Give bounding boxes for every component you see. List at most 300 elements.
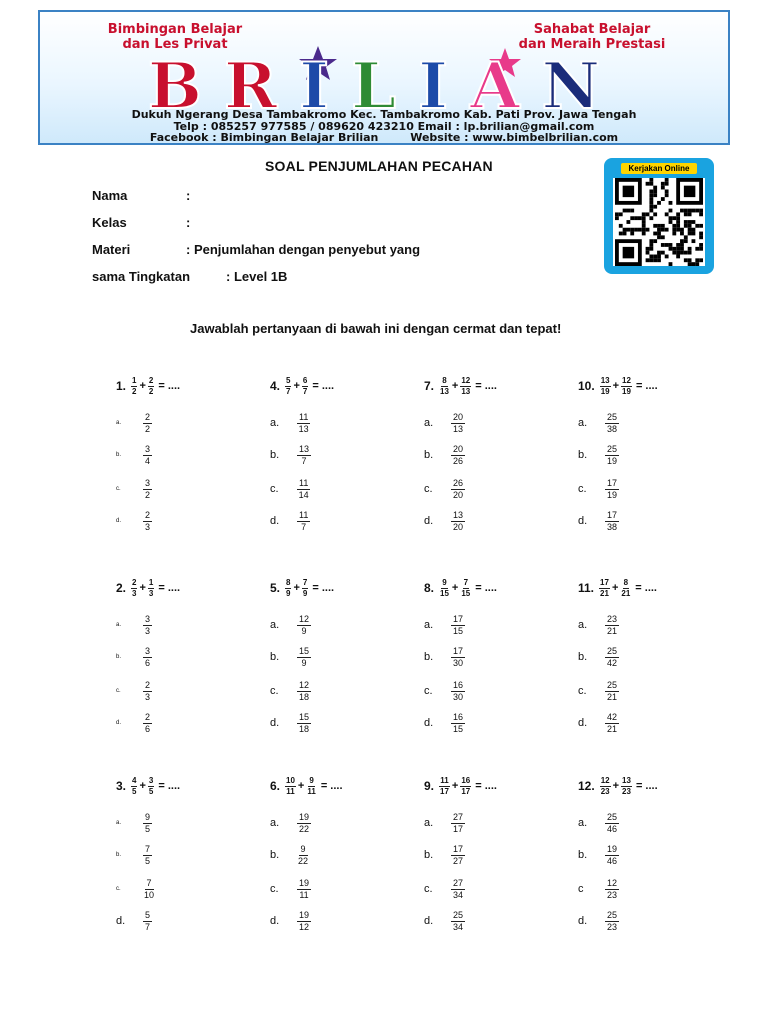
- answer-option[interactable]: [578, 676, 620, 706]
- tagline-left-line1: Bimbingan Belajar: [107, 22, 243, 37]
- option-letter: a.: [270, 619, 280, 631]
- denominator: 7: [302, 386, 308, 396]
- option-letter: d.: [424, 717, 434, 729]
- social-line: [40, 131, 728, 144]
- numerator: 13: [622, 775, 631, 785]
- numerator: 3: [145, 443, 151, 454]
- option-fraction: [143, 444, 152, 467]
- answer-option[interactable]: [578, 808, 620, 838]
- page-title: SOAL PENJUMLAHAN PECAHAN: [265, 158, 493, 174]
- denominator: 20: [453, 489, 464, 500]
- option-fraction: [297, 680, 311, 703]
- option-fraction: [297, 478, 310, 501]
- numerator: 20: [453, 443, 464, 454]
- numerator: 12: [299, 613, 310, 624]
- answer-option[interactable]: [116, 708, 153, 738]
- fraction-first: [439, 776, 450, 797]
- denominator: 22: [299, 823, 310, 834]
- denominator: 11: [307, 786, 316, 796]
- plus-sign: +: [293, 380, 300, 392]
- option-letter: d.: [578, 515, 588, 527]
- answer-option[interactable]: [116, 474, 153, 504]
- numerator: 9: [309, 775, 314, 785]
- option-fraction: [297, 910, 311, 933]
- option-fraction: [451, 646, 465, 669]
- option-letter: d.: [116, 518, 122, 524]
- numerator: 9: [300, 843, 306, 854]
- answer-option[interactable]: [270, 610, 312, 640]
- denominator: 11: [286, 786, 295, 796]
- denominator: 21: [607, 723, 618, 734]
- answer-option[interactable]: [578, 440, 620, 470]
- equals-blank: = ....: [312, 380, 335, 392]
- answer-option[interactable]: [578, 874, 620, 904]
- plus-sign: +: [611, 582, 619, 594]
- fraction-first: [439, 376, 450, 397]
- option-letter: c.: [424, 883, 433, 895]
- fraction-second: [148, 776, 154, 797]
- option-letter: b.: [270, 651, 280, 663]
- option-fraction: [605, 614, 619, 637]
- numerator: 2: [145, 711, 151, 722]
- option-fraction: [297, 614, 311, 637]
- denominator: 3: [145, 625, 151, 636]
- option-fraction: [605, 844, 619, 867]
- option-letter: d.: [270, 915, 280, 927]
- answer-option[interactable]: [424, 874, 466, 904]
- option-fraction: [297, 878, 311, 901]
- option-letter: b.: [578, 849, 588, 861]
- numerator: 8: [286, 577, 291, 587]
- answer-option[interactable]: [270, 840, 310, 870]
- numerator: 13: [299, 443, 310, 454]
- answer-option[interactable]: [270, 440, 312, 470]
- option-letter: b.: [424, 849, 434, 861]
- option-fraction: [605, 412, 619, 435]
- option-letter: a.: [424, 817, 434, 829]
- nama-field: [92, 188, 191, 203]
- denominator: 6: [145, 723, 151, 734]
- fraction-second: [620, 578, 631, 599]
- answer-option[interactable]: [270, 474, 311, 504]
- equals-blank: = ....: [158, 582, 181, 594]
- option-letter: b.: [424, 449, 434, 461]
- denominator: 20: [453, 521, 464, 532]
- answer-option[interactable]: [424, 840, 466, 870]
- denominator: 34: [453, 889, 464, 900]
- option-fraction: [451, 478, 465, 501]
- answer-option[interactable]: [578, 408, 620, 438]
- numerator: 26: [453, 477, 464, 488]
- question-expression: [116, 572, 180, 604]
- kelas-label: Kelas: [92, 215, 127, 230]
- denominator: 17: [453, 823, 464, 834]
- fraction-second: [460, 376, 471, 397]
- plus-sign: +: [451, 582, 459, 594]
- equals-blank: = ....: [158, 380, 181, 392]
- numerator: 25: [453, 909, 464, 920]
- option-letter: c: [578, 883, 584, 895]
- numerator: 11: [440, 775, 449, 785]
- nama-colon: :: [186, 188, 191, 203]
- answer-option[interactable]: [270, 906, 312, 936]
- fraction-second: [302, 578, 308, 599]
- website-text: Website : www.bimbelbrilian.com: [410, 131, 619, 144]
- materi-field: [92, 242, 421, 257]
- denominator: 2: [145, 489, 151, 500]
- denominator: 7: [145, 921, 151, 932]
- numerator: 12: [600, 775, 610, 785]
- answer-option[interactable]: [270, 708, 312, 738]
- option-fraction: [605, 444, 619, 467]
- numerator: 5: [145, 909, 151, 920]
- numerator: 9: [442, 577, 447, 587]
- denominator: 5: [145, 855, 151, 866]
- option-letter: d.: [116, 915, 126, 927]
- equals-blank: = ....: [475, 380, 497, 392]
- option-letter: d.: [116, 720, 122, 726]
- question-expression: [270, 770, 343, 802]
- denominator: 38: [607, 521, 618, 532]
- answer-option[interactable]: [578, 642, 620, 672]
- question-expression: [424, 572, 497, 604]
- option-letter: c.: [270, 483, 279, 495]
- denominator: 5: [145, 823, 151, 834]
- denominator: 34: [453, 921, 464, 932]
- option-fraction: [451, 812, 465, 835]
- question-expression: [424, 770, 497, 802]
- option-fraction: [143, 844, 152, 867]
- brand-text: BRILIAN: [147, 49, 623, 112]
- equals-blank: = ....: [635, 780, 658, 792]
- numerator: 3: [145, 477, 151, 488]
- option-fraction: [297, 510, 310, 533]
- numerator: 16: [461, 775, 471, 785]
- fraction-second: [148, 376, 154, 397]
- denominator: 13: [298, 423, 309, 434]
- numerator: 13: [600, 375, 610, 385]
- numerator: 12: [299, 679, 310, 690]
- option-fraction: [297, 712, 311, 735]
- plus-sign: +: [612, 780, 620, 792]
- option-letter: a.: [578, 619, 588, 631]
- numerator: 25: [607, 679, 618, 690]
- answer-option[interactable]: [270, 506, 311, 536]
- header-banner: [38, 10, 730, 145]
- materi-continuation: sama Tingkatan: [92, 269, 191, 284]
- denominator: 18: [299, 723, 310, 734]
- denominator: 3: [145, 521, 151, 532]
- denominator: 6: [145, 657, 151, 668]
- numerator: 1: [132, 375, 137, 385]
- denominator: 3: [132, 588, 137, 598]
- option-letter: c.: [116, 688, 121, 694]
- denominator: 21: [600, 588, 609, 598]
- question-number: 10.: [578, 379, 595, 393]
- numerator: 3: [145, 645, 151, 656]
- denominator: 3: [145, 691, 151, 702]
- option-fraction: [451, 614, 465, 637]
- answer-option[interactable]: [578, 840, 620, 870]
- numerator: 12: [622, 375, 631, 385]
- question-number: 9.: [424, 779, 435, 793]
- denominator: 18: [299, 691, 310, 702]
- answer-option[interactable]: [424, 506, 466, 536]
- numerator: 27: [453, 811, 464, 822]
- answer-option[interactable]: [578, 708, 620, 738]
- answer-option[interactable]: [270, 676, 312, 706]
- materi-label: Materi: [92, 242, 131, 257]
- denominator: 23: [607, 921, 618, 932]
- fraction-first: [600, 776, 611, 797]
- numerator: 17: [453, 645, 464, 656]
- option-fraction: [605, 878, 619, 901]
- numerator: 2: [145, 679, 151, 690]
- numerator: 16: [453, 679, 464, 690]
- denominator: 30: [453, 691, 464, 702]
- answer-option[interactable]: [424, 642, 466, 672]
- denominator: 21: [607, 625, 618, 636]
- option-fraction: [451, 878, 465, 901]
- answer-option[interactable]: [116, 440, 153, 470]
- plus-sign: +: [451, 780, 459, 792]
- question-number: 11.: [578, 581, 595, 595]
- fraction-second: [621, 376, 632, 397]
- numerator: 25: [607, 443, 618, 454]
- option-letter: a.: [116, 622, 122, 628]
- answer-option[interactable]: [116, 408, 153, 438]
- option-fraction: [451, 844, 465, 867]
- denominator: 19: [622, 386, 631, 396]
- option-fraction: [605, 910, 619, 933]
- numerator: 15: [299, 645, 310, 656]
- denominator: 4: [145, 455, 151, 466]
- denominator: 19: [607, 489, 618, 500]
- option-fraction: [451, 712, 465, 735]
- option-fraction: [143, 712, 152, 735]
- option-letter: c.: [270, 685, 279, 697]
- option-letter: b.: [116, 852, 122, 858]
- answer-option[interactable]: [578, 474, 620, 504]
- denominator: 13: [453, 423, 464, 434]
- answer-option[interactable]: [116, 642, 153, 672]
- answer-option[interactable]: [116, 506, 153, 536]
- answer-option[interactable]: [270, 808, 312, 838]
- option-letter: c.: [424, 483, 433, 495]
- numerator: 17: [607, 477, 618, 488]
- equals-blank: = ....: [312, 582, 335, 594]
- option-letter: b.: [424, 651, 434, 663]
- numerator: 15: [299, 711, 310, 722]
- option-fraction: [605, 510, 619, 533]
- denominator: 15: [453, 723, 464, 734]
- numerator: 13: [453, 509, 464, 520]
- answer-option[interactable]: [424, 676, 466, 706]
- numerator: 11: [299, 509, 309, 520]
- denominator: 7: [301, 455, 307, 466]
- denominator: 46: [607, 823, 618, 834]
- answer-option[interactable]: [116, 808, 153, 838]
- facebook-text: Facebook : Bimbingan Belajar Brilian: [149, 131, 379, 144]
- option-fraction: [605, 646, 619, 669]
- numerator: 7: [146, 877, 152, 888]
- denominator: 13: [461, 386, 471, 396]
- question-number: 1.: [116, 379, 127, 393]
- answer-option[interactable]: [270, 408, 311, 438]
- equals-blank: = ....: [635, 380, 658, 392]
- qr-block[interactable]: [604, 158, 714, 274]
- answer-option[interactable]: [424, 808, 466, 838]
- numerator: 2: [145, 509, 151, 520]
- numerator: 3: [148, 775, 154, 785]
- fraction-first: [599, 578, 610, 599]
- question-number: 8.: [424, 581, 435, 595]
- question-number: 6.: [270, 779, 281, 793]
- fraction-second: [148, 578, 154, 599]
- option-letter: d.: [424, 515, 434, 527]
- plus-sign: +: [297, 780, 305, 792]
- answer-option[interactable]: [578, 506, 620, 536]
- answer-option[interactable]: [578, 610, 620, 640]
- option-fraction: [143, 646, 152, 669]
- answer-option[interactable]: [578, 906, 620, 936]
- numerator: 19: [607, 843, 618, 854]
- numerator: 19: [299, 909, 310, 920]
- option-letter: c.: [116, 886, 121, 892]
- numerator: 3: [145, 613, 151, 624]
- answer-option[interactable]: [270, 874, 312, 904]
- fraction-second: [460, 776, 471, 797]
- option-letter: b.: [270, 449, 280, 461]
- answer-option[interactable]: [424, 474, 466, 504]
- numerator: 17: [600, 577, 609, 587]
- option-fraction: [143, 812, 152, 835]
- numerator: 12: [607, 877, 618, 888]
- option-fraction: [143, 614, 152, 637]
- numerator: 27: [453, 877, 464, 888]
- tagline-left-line2: dan Les Privat: [122, 37, 228, 52]
- option-fraction: [143, 910, 152, 933]
- qr-code-icon[interactable]: [613, 178, 705, 266]
- question-expression: [270, 370, 334, 402]
- equals-blank: = ....: [320, 780, 343, 792]
- option-fraction: [143, 412, 152, 435]
- denominator: 22: [298, 855, 309, 866]
- kelas-field: [92, 215, 191, 230]
- numerator: 11: [299, 411, 309, 422]
- option-fraction: [451, 444, 465, 467]
- plus-sign: +: [139, 780, 146, 792]
- numerator: 12: [461, 375, 471, 385]
- question-number: 4.: [270, 379, 281, 393]
- level-value: : Level 1B: [226, 269, 288, 284]
- option-fraction: [143, 478, 152, 501]
- option-letter: b.: [270, 849, 280, 861]
- equals-blank: = ....: [158, 780, 181, 792]
- question-expression: [578, 572, 657, 604]
- numerator: 17: [453, 613, 464, 624]
- denominator: 7: [286, 386, 291, 396]
- answer-option[interactable]: [116, 610, 153, 640]
- plus-sign: +: [139, 380, 146, 392]
- denominator: 23: [600, 786, 610, 796]
- answer-option[interactable]: [424, 906, 466, 936]
- fraction-first: [131, 376, 137, 397]
- option-fraction: [297, 646, 311, 669]
- numerator: 2: [145, 411, 151, 422]
- fraction-first: [439, 578, 450, 599]
- denominator: 27: [453, 855, 464, 866]
- answer-option[interactable]: [424, 440, 466, 470]
- denominator: 9: [302, 588, 308, 598]
- denominator: 11: [299, 889, 309, 900]
- option-letter: b.: [116, 654, 122, 660]
- numerator: 6: [302, 375, 308, 385]
- denominator: 38: [607, 423, 618, 434]
- answer-option[interactable]: [424, 610, 466, 640]
- answer-option[interactable]: [424, 708, 466, 738]
- numerator: 7: [145, 843, 151, 854]
- answer-option[interactable]: [116, 906, 153, 936]
- option-letter: a.: [578, 817, 588, 829]
- qr-label: Kerjakan Online: [621, 163, 697, 174]
- option-letter: a.: [116, 820, 122, 826]
- option-letter: d.: [424, 915, 434, 927]
- denominator: 15: [453, 625, 464, 636]
- option-letter: d.: [578, 915, 588, 927]
- address-line: Dukuh Ngerang Desa Tambakromo Kec. Tambakromo Kab. Pati Prov. Jawa Tengah: [131, 108, 637, 121]
- answer-option[interactable]: [116, 840, 153, 870]
- denominator: 9: [301, 625, 307, 636]
- answer-option[interactable]: [116, 874, 156, 904]
- question-number: 12.: [578, 779, 595, 793]
- numerator: 8: [442, 375, 447, 385]
- fraction-second: [460, 578, 471, 599]
- denominator: 2: [132, 386, 137, 396]
- question-expression: [424, 370, 497, 402]
- numerator: 7: [463, 577, 469, 587]
- option-fraction: [605, 478, 619, 501]
- denominator: 13: [440, 386, 449, 396]
- answer-option[interactable]: [116, 676, 153, 706]
- materi-value: : Penjumlahan dengan penyebut yang: [186, 242, 421, 257]
- plus-sign: +: [139, 582, 146, 594]
- option-letter: a.: [578, 417, 588, 429]
- numerator: 25: [607, 909, 618, 920]
- numerator: 2: [132, 577, 137, 587]
- option-letter: c.: [578, 483, 587, 495]
- question-number: 7.: [424, 379, 435, 393]
- answer-option[interactable]: [424, 408, 466, 438]
- denominator: 7: [301, 521, 307, 532]
- denominator: 21: [621, 588, 631, 598]
- fraction-first: [131, 578, 137, 599]
- answer-option[interactable]: [270, 642, 312, 672]
- denominator: 14: [298, 489, 309, 500]
- question-expression: [270, 572, 334, 604]
- denominator: 30: [453, 657, 464, 668]
- plus-sign: +: [451, 380, 459, 392]
- numerator: 16: [453, 711, 464, 722]
- denominator: 12: [299, 921, 310, 932]
- question-expression: [578, 370, 658, 402]
- denominator: 23: [622, 786, 631, 796]
- denominator: 17: [440, 786, 449, 796]
- numerator: 25: [607, 645, 618, 656]
- denominator: 9: [286, 588, 291, 598]
- denominator: 9: [301, 657, 307, 668]
- denominator: 17: [461, 786, 471, 796]
